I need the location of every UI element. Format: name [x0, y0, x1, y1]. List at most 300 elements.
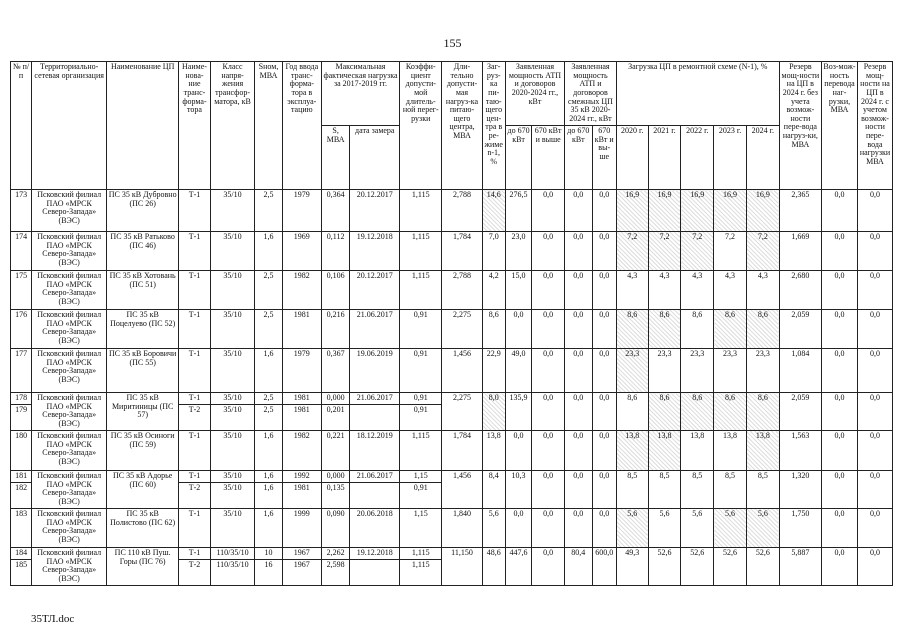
repair-2023-cell: 7,2: [714, 232, 747, 271]
repair-2024-cell: 52,6: [746, 548, 779, 586]
repair-2023-cell: 13,8: [714, 431, 747, 471]
date-cell: 19.12.2018: [350, 232, 400, 271]
repair-2023-cell: 8,6: [714, 393, 747, 431]
transformer-cell: Т-1: [179, 271, 211, 310]
date-cell: 21.06.2017: [350, 471, 400, 483]
voltage-cell: 35/10: [210, 190, 254, 232]
coef-cell: 0,91: [400, 310, 442, 349]
s-cell: 0,090: [321, 509, 350, 548]
reserve2-cell: 0,0: [857, 471, 892, 509]
snom-cell: 1,6: [255, 349, 282, 393]
repair-2023-cell: 5,6: [714, 509, 747, 548]
repair-2022-cell: 23,3: [681, 349, 714, 393]
adj-over-cell: 0,0: [592, 232, 616, 271]
repair-2023-cell: 23,3: [714, 349, 747, 393]
reserve-cell: 2,680: [779, 271, 821, 310]
voltage-cell: 35/10: [210, 393, 254, 405]
reserve2-cell: 0,0: [857, 310, 892, 349]
header-atp-under: до 670 кВт: [505, 126, 531, 190]
repair-2022-cell: 8,6: [681, 310, 714, 349]
snom-cell: 10: [255, 548, 282, 560]
atp-over-cell: 0,0: [532, 393, 565, 431]
load-cell: 14,6: [482, 190, 505, 232]
coef-cell: 1,115: [400, 431, 442, 471]
load-cell: 48,6: [482, 548, 505, 586]
coef-cell: 1,115: [400, 548, 442, 560]
repair-2023-cell: 4,3: [714, 271, 747, 310]
date-cell: 20.06.2018: [350, 509, 400, 548]
repair-2021-cell: 8,5: [648, 471, 681, 509]
cp-cell: ПС 35 кВ Адорье (ПС 60): [107, 471, 179, 509]
atp-under-cell: 10,3: [505, 471, 531, 509]
atp-under-cell: 23,0: [505, 232, 531, 271]
table-row: [11, 431, 893, 471]
voltage-cell: 110/35/10: [210, 548, 254, 560]
repair-2020-cell: 4,3: [616, 271, 648, 310]
transfer-cell: 0,0: [822, 471, 858, 509]
repair-2020-cell: 8,6: [616, 393, 648, 431]
s-cell: 0,000: [321, 393, 350, 405]
year-cell: 1982: [282, 271, 321, 310]
snom-cell: 2,5: [255, 190, 282, 232]
cp-cell: ПС 35 кВ Ратьково (ПС 46): [107, 232, 179, 271]
adj-over-cell: 0,0: [592, 471, 616, 509]
atp-over-cell: 0,0: [532, 271, 565, 310]
atp-over-cell: 0,0: [532, 431, 565, 471]
row-number: 180: [11, 431, 32, 471]
repair-2023-cell: 52,6: [714, 548, 747, 586]
header-voltage-class: Класс напря-жения трансфор-матора, кВ: [210, 62, 254, 190]
permissible-cell: 2,788: [442, 271, 482, 310]
row-number: 177: [11, 349, 32, 393]
adj-under-cell: 0,0: [565, 232, 592, 271]
row-number: 185: [11, 560, 32, 586]
permissible-cell: 1,840: [442, 509, 482, 548]
voltage-cell: 35/10: [210, 232, 254, 271]
transformer-cell: Т-2: [179, 483, 211, 509]
year-cell: 1979: [282, 190, 321, 232]
load-cell: 8,6: [482, 310, 505, 349]
transformer-cell: Т-1: [179, 431, 211, 471]
cp-cell: ПС 35 кВ Поцелуево (ПС 52): [107, 310, 179, 349]
cp-cell: ПС 35 кВ Хотовань (ПС 51): [107, 271, 179, 310]
adj-under-cell: 0,0: [565, 349, 592, 393]
date-cell: [350, 560, 400, 586]
row-number: 174: [11, 232, 32, 271]
cp-cell: ПС 35 кВ Миритиницы (ПС 57): [107, 393, 179, 431]
repair-2023-cell: 8,6: [714, 310, 747, 349]
date-cell: 19.06.2019: [350, 349, 400, 393]
year-cell: 1982: [282, 431, 321, 471]
repair-2024-cell: 8,6: [746, 310, 779, 349]
s-cell: 2,598: [321, 560, 350, 586]
load-cell: 8,0: [482, 393, 505, 431]
repair-2024-cell: 13,8: [746, 431, 779, 471]
repair-2021-cell: 16,9: [648, 190, 681, 232]
adj-under-cell: 80,4: [565, 548, 592, 586]
header-org: Территориально-сетевая организация: [32, 62, 107, 190]
row-number: 175: [11, 271, 32, 310]
header-transfer: Воз-мож-ность перевода наг-рузки, МВА: [822, 62, 858, 190]
permissible-cell: 1,784: [442, 232, 482, 271]
header-max-load: Максимальная фактическая нагрузка за 2017-2019 гг.: [321, 62, 399, 126]
coef-cell: 1,15: [400, 509, 442, 548]
repair-2022-cell: 13,8: [681, 431, 714, 471]
repair-2020-cell: 13,8: [616, 431, 648, 471]
adj-over-cell: 0,0: [592, 190, 616, 232]
row-number: 182: [11, 483, 32, 509]
header-load-n1: Заг-руз-ка пи-таю-щего цен-тра в ре-жиме n-1, %: [482, 62, 505, 190]
table-row: [11, 271, 893, 310]
load-cell: 7,0: [482, 232, 505, 271]
reserve-cell: 1,084: [779, 349, 821, 393]
snom-cell: 2,5: [255, 405, 282, 431]
org-cell: Псковский филиал ПАО «МРСК Северо-Запада» (ВЭС): [32, 310, 107, 349]
repair-2024-cell: 8,6: [746, 393, 779, 431]
org-cell: Псковский филиал ПАО «МРСК Северо-Запада» (ВЭС): [32, 509, 107, 548]
atp-over-cell: 0,0: [532, 349, 565, 393]
adj-over-cell: 0,0: [592, 509, 616, 548]
transfer-cell: 0,0: [822, 232, 858, 271]
repair-2021-cell: 52,6: [648, 548, 681, 586]
table-row: [11, 509, 893, 548]
header-2021: 2021 г.: [648, 126, 681, 190]
repair-2024-cell: 8,5: [746, 471, 779, 509]
repair-2024-cell: 7,2: [746, 232, 779, 271]
adj-under-cell: 0,0: [565, 190, 592, 232]
snom-cell: 2,5: [255, 393, 282, 405]
snom-cell: 1,6: [255, 431, 282, 471]
repair-2022-cell: 8,6: [681, 393, 714, 431]
snom-cell: 1,6: [255, 471, 282, 483]
snom-cell: 2,5: [255, 310, 282, 349]
adj-under-cell: 0,0: [565, 431, 592, 471]
voltage-cell: 35/10: [210, 431, 254, 471]
year-cell: 1967: [282, 560, 321, 586]
snom-cell: 1,6: [255, 483, 282, 509]
atp-under-cell: 0,0: [505, 431, 531, 471]
date-cell: 20.12.2017: [350, 190, 400, 232]
table-row: [11, 548, 893, 560]
repair-2021-cell: 7,2: [648, 232, 681, 271]
header-atp: Заявленная мощность АТП и договоров 2020-2024 гг., кВт: [505, 62, 564, 126]
atp-over-cell: 0,0: [532, 548, 565, 586]
load-table: [10, 61, 893, 586]
atp-over-cell: 0,0: [532, 310, 565, 349]
date-cell: 18.12.2019: [350, 431, 400, 471]
permissible-cell: 2,788: [442, 190, 482, 232]
permissible-cell: 2,275: [442, 310, 482, 349]
header-adj-over: 670 кВт и вы-ше: [592, 126, 616, 190]
reserve2-cell: 0,0: [857, 349, 892, 393]
permissible-cell: 1,456: [442, 349, 482, 393]
header-permissible-load: Дли-тельно допусти-мая нагруз-ка питаю-щего центра, МВА: [442, 62, 482, 190]
header-repair-load: Загрузка ЦП в ремонтной схеме (N-1), %: [616, 62, 779, 126]
repair-2022-cell: 52,6: [681, 548, 714, 586]
header-adjacent: Заявленная мощность АТП и договоров смежных ЦП 35 кВ 2020-2024 гг., кВт: [565, 62, 617, 126]
transfer-cell: 0,0: [822, 548, 858, 586]
repair-2024-cell: 4,3: [746, 271, 779, 310]
atp-under-cell: 0,0: [505, 509, 531, 548]
table-row: [11, 232, 893, 271]
row-number: 181: [11, 471, 32, 483]
repair-2021-cell: 8,6: [648, 310, 681, 349]
page-number: 155: [443, 36, 462, 50]
transformer-cell: Т-1: [179, 393, 211, 405]
load-cell: 8,4: [482, 471, 505, 509]
permissible-cell: 1,784: [442, 431, 482, 471]
adj-under-cell: 0,0: [565, 271, 592, 310]
s-cell: 0,367: [321, 349, 350, 393]
permissible-cell: 11,150: [442, 548, 482, 586]
year-cell: 1969: [282, 232, 321, 271]
coef-cell: 1,115: [400, 271, 442, 310]
atp-over-cell: 0,0: [532, 232, 565, 271]
transfer-cell: 0,0: [822, 310, 858, 349]
header-cp: Наименование ЦП: [107, 62, 179, 190]
repair-2020-cell: 8,6: [616, 310, 648, 349]
atp-under-cell: 447,6: [505, 548, 531, 586]
permissible-cell: 1,456: [442, 471, 482, 509]
snom-cell: 1,6: [255, 232, 282, 271]
atp-under-cell: 276,5: [505, 190, 531, 232]
transfer-cell: 0,0: [822, 271, 858, 310]
row-number: 183: [11, 509, 32, 548]
coef-cell: 0,91: [400, 405, 442, 431]
footer-filename: 35ТЛ.doc: [31, 613, 75, 625]
header-reserve: Резерв мощ-ности на ЦП в 2024 г. без учета возмож-ности пере-вода нагруз-ки, МВА: [779, 62, 821, 190]
coef-cell: 0,91: [400, 349, 442, 393]
atp-over-cell: 0,0: [532, 190, 565, 232]
voltage-cell: 35/10: [210, 483, 254, 509]
reserve-cell: 1,320: [779, 471, 821, 509]
load-cell: 5,6: [482, 509, 505, 548]
org-cell: Псковский филиал ПАО «МРСК Северо-Запада» (ВЭС): [32, 548, 107, 586]
coef-cell: 1,15: [400, 471, 442, 483]
voltage-cell: 35/10: [210, 509, 254, 548]
repair-2020-cell: 8,5: [616, 471, 648, 509]
org-cell: Псковский филиал ПАО «МРСК Северо-Запада» (ВЭС): [32, 471, 107, 509]
year-cell: 1981: [282, 310, 321, 349]
atp-under-cell: 49,0: [505, 349, 531, 393]
s-cell: 0,201: [321, 405, 350, 431]
table-row: [11, 471, 893, 483]
row-number: 184: [11, 548, 32, 560]
row-number: 176: [11, 310, 32, 349]
adj-over-cell: 600,0: [592, 548, 616, 586]
year-cell: 1981: [282, 483, 321, 509]
transformer-cell: Т-2: [179, 405, 211, 431]
reserve-cell: 1,669: [779, 232, 821, 271]
date-cell: 19.12.2018: [350, 548, 400, 560]
row-number: 178: [11, 393, 32, 405]
cp-cell: ПС 110 кВ Пуш. Горы (ПС 76): [107, 548, 179, 586]
reserve-cell: 5,887: [779, 548, 821, 586]
reserve-cell: 1,563: [779, 431, 821, 471]
year-cell: 1981: [282, 405, 321, 431]
repair-2021-cell: 8,6: [648, 393, 681, 431]
s-cell: 0,135: [321, 483, 350, 509]
repair-2020-cell: 7,2: [616, 232, 648, 271]
date-cell: 21.06.2017: [350, 393, 400, 405]
header-adj-under: до 670 кВт: [565, 126, 592, 190]
header-year: Год ввода транс-форма-тора в эксплуа-тацию: [282, 62, 321, 190]
transformer-cell: Т-1: [179, 471, 211, 483]
transfer-cell: 0,0: [822, 431, 858, 471]
date-cell: [350, 405, 400, 431]
header-2023: 2023 г.: [714, 126, 747, 190]
s-cell: 0,216: [321, 310, 350, 349]
repair-2024-cell: 23,3: [746, 349, 779, 393]
cp-cell: ПС 35 кВ Дубровно (ПС 26): [107, 190, 179, 232]
date-cell: 20.12.2017: [350, 271, 400, 310]
adj-under-cell: 0,0: [565, 471, 592, 509]
snom-cell: 2,5: [255, 271, 282, 310]
org-cell: Псковский филиал ПАО «МРСК Северо-Запада» (ВЭС): [32, 271, 107, 310]
reserve-cell: 2,059: [779, 310, 821, 349]
adj-over-cell: 0,0: [592, 393, 616, 431]
atp-over-cell: 0,0: [532, 471, 565, 509]
voltage-cell: 35/10: [210, 349, 254, 393]
reserve-cell: 1,750: [779, 509, 821, 548]
org-cell: Псковский филиал ПАО «МРСК Северо-Запада» (ВЭС): [32, 232, 107, 271]
reserve2-cell: 0,0: [857, 271, 892, 310]
transformer-cell: Т-1: [179, 349, 211, 393]
voltage-cell: 110/35/10: [210, 560, 254, 586]
transfer-cell: 0,0: [822, 190, 858, 232]
cp-cell: ПС 35 кВ Боровичи (ПС 55): [107, 349, 179, 393]
coef-cell: 0,91: [400, 483, 442, 509]
repair-2023-cell: 16,9: [714, 190, 747, 232]
row-number: 179: [11, 405, 32, 431]
row-number: 173: [11, 190, 32, 232]
header-2024: 2024 г.: [746, 126, 779, 190]
cp-cell: ПС 35 кВ Полистово (ПС 62): [107, 509, 179, 548]
header-transformer: Наиме-нова-ние транс-форма-тора: [179, 62, 211, 190]
coef-cell: 1,115: [400, 190, 442, 232]
reserve-cell: 2,365: [779, 190, 821, 232]
cp-cell: ПС 35 кВ Осиноги (ПС 59): [107, 431, 179, 471]
header-2022: 2022 г.: [681, 126, 714, 190]
date-cell: 21.06.2017: [350, 310, 400, 349]
load-cell: 13,8: [482, 431, 505, 471]
adj-over-cell: 0,0: [592, 310, 616, 349]
header-coefficient: Коэффи-циент допусти-мой длитель-ной перег-рузки: [400, 62, 442, 190]
reserve-cell: 2,059: [779, 393, 821, 431]
table-row: [11, 190, 893, 232]
coef-cell: 1,115: [400, 560, 442, 586]
reserve2-cell: 0,0: [857, 232, 892, 271]
adj-over-cell: 0,0: [592, 271, 616, 310]
repair-2020-cell: 23,3: [616, 349, 648, 393]
adj-under-cell: 0,0: [565, 393, 592, 431]
reserve2-cell: 0,0: [857, 431, 892, 471]
header-atp-over: 670 кВт и выше: [532, 126, 565, 190]
s-cell: 0,106: [321, 271, 350, 310]
reserve2-cell: 0,0: [857, 190, 892, 232]
repair-2020-cell: 16,9: [616, 190, 648, 232]
repair-2024-cell: 5,6: [746, 509, 779, 548]
org-cell: Псковский филиал ПАО «МРСК Северо-Запада» (ВЭС): [32, 431, 107, 471]
repair-2022-cell: 8,5: [681, 471, 714, 509]
coef-cell: 1,115: [400, 232, 442, 271]
table-row: [11, 393, 893, 405]
year-cell: 1999: [282, 509, 321, 548]
header-s-mva: S, МВА: [321, 126, 350, 190]
s-cell: 0,000: [321, 471, 350, 483]
header-snom: Sном, МВА: [255, 62, 282, 190]
reserve2-cell: 0,0: [857, 393, 892, 431]
repair-2021-cell: 4,3: [648, 271, 681, 310]
transformer-cell: Т-1: [179, 232, 211, 271]
repair-2023-cell: 8,5: [714, 471, 747, 509]
year-cell: 1981: [282, 393, 321, 405]
atp-under-cell: 15,0: [505, 271, 531, 310]
repair-2022-cell: 16,9: [681, 190, 714, 232]
repair-2020-cell: 5,6: [616, 509, 648, 548]
reserve2-cell: 0,0: [857, 548, 892, 586]
load-cell: 4,2: [482, 271, 505, 310]
repair-2024-cell: 16,9: [746, 190, 779, 232]
adj-over-cell: 0,0: [592, 349, 616, 393]
year-cell: 1967: [282, 548, 321, 560]
repair-2022-cell: 5,6: [681, 509, 714, 548]
atp-under-cell: 0,0: [505, 310, 531, 349]
header-2020: 2020 г.: [616, 126, 648, 190]
org-cell: Псковский филиал ПАО «МРСК Северо-Запада» (ВЭС): [32, 349, 107, 393]
repair-2021-cell: 5,6: [648, 509, 681, 548]
repair-2021-cell: 23,3: [648, 349, 681, 393]
repair-2021-cell: 13,8: [648, 431, 681, 471]
s-cell: 0,364: [321, 190, 350, 232]
transfer-cell: 0,0: [822, 393, 858, 431]
repair-2022-cell: 7,2: [681, 232, 714, 271]
year-cell: 1979: [282, 349, 321, 393]
org-cell: Псковский филиал ПАО «МРСК Северо-Запада» (ВЭС): [32, 393, 107, 431]
transformer-cell: Т-1: [179, 190, 211, 232]
header-reserve-with-transfer: Резерв мощ-ности на ЦП в 2024 г. с учетом возмож-ности пере-вода нагрузки МВА: [857, 62, 892, 190]
transfer-cell: 0,0: [822, 509, 858, 548]
coef-cell: 0,91: [400, 393, 442, 405]
s-cell: 0,112: [321, 232, 350, 271]
table-row: [11, 310, 893, 349]
s-cell: 0,221: [321, 431, 350, 471]
reserve2-cell: 0,0: [857, 509, 892, 548]
transformer-cell: Т-1: [179, 310, 211, 349]
transformer-cell: Т-2: [179, 560, 211, 586]
table-row: [11, 349, 893, 393]
voltage-cell: 35/10: [210, 471, 254, 483]
org-cell: Псковский филиал ПАО «МРСК Северо-Запада» (ВЭС): [32, 190, 107, 232]
adj-under-cell: 0,0: [565, 509, 592, 548]
header-num: № п/п: [11, 62, 32, 190]
year-cell: 1992: [282, 471, 321, 483]
voltage-cell: 35/10: [210, 405, 254, 431]
transfer-cell: 0,0: [822, 349, 858, 393]
voltage-cell: 35/10: [210, 310, 254, 349]
s-cell: 2,262: [321, 548, 350, 560]
permissible-cell: 2,275: [442, 393, 482, 431]
date-cell: [350, 483, 400, 509]
snom-cell: 1,6: [255, 509, 282, 548]
repair-2020-cell: 49,3: [616, 548, 648, 586]
adj-over-cell: 0,0: [592, 431, 616, 471]
adj-under-cell: 0,0: [565, 310, 592, 349]
transformer-cell: Т-1: [179, 548, 211, 560]
header-date: дата замера: [350, 126, 400, 190]
repair-2022-cell: 4,3: [681, 271, 714, 310]
snom-cell: 16: [255, 560, 282, 586]
